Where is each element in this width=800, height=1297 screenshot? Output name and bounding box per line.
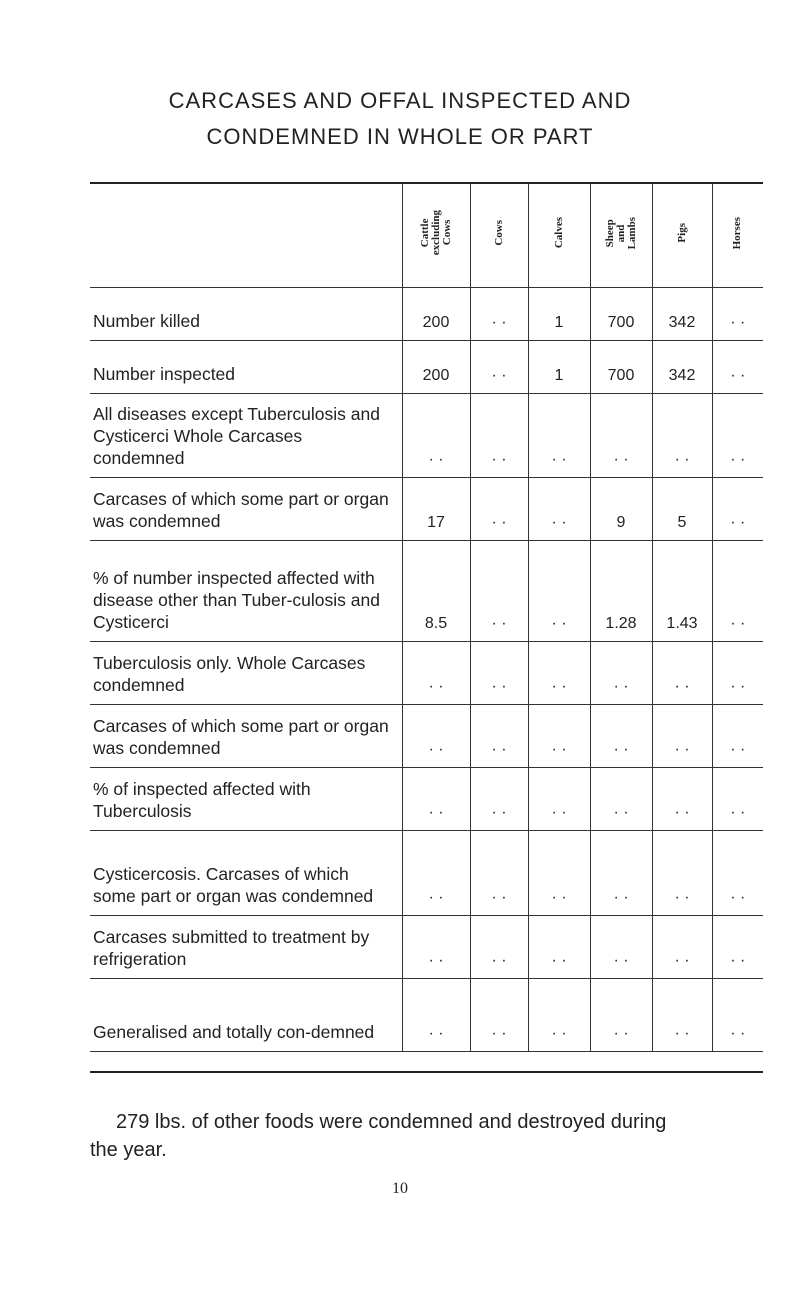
table-cell: 700 — [590, 288, 652, 341]
footer-note — [90, 1108, 776, 1164]
table-row — [90, 642, 763, 705]
row-label: % of number inspected affected with disease other than Tuber-culosis and Cysticerci — [90, 541, 402, 642]
table-cell: · · — [402, 394, 470, 478]
row-label: Carcases submitted to treatment by refrigeration — [90, 916, 402, 979]
table-row — [90, 341, 763, 394]
table-cell: · · — [528, 394, 590, 478]
table-cell: · · — [712, 979, 763, 1052]
table-cell: · · — [590, 394, 652, 478]
table-cell: · · — [712, 705, 763, 768]
row-label: Carcases of which some part or organ was condemned — [90, 705, 402, 768]
footer-line2: the year. — [90, 1139, 167, 1161]
table-cell: · · — [652, 642, 712, 705]
row-label: Number inspected — [90, 341, 402, 394]
row-label: Generalised and totally con-demned — [90, 979, 402, 1052]
header-blank — [90, 184, 402, 288]
table-cell: · · — [712, 768, 763, 831]
table-cell: 1.28 — [590, 541, 652, 642]
table-cell: · · — [590, 916, 652, 979]
table-row — [90, 541, 763, 642]
table-cell: · · — [470, 916, 528, 979]
column-header: Calves — [528, 184, 590, 288]
table-cell: · · — [402, 831, 470, 916]
column-header: Cattle excluding Cows — [402, 184, 470, 288]
table-cell: · · — [402, 705, 470, 768]
column-header: Sheep and Lambs — [590, 184, 652, 288]
table-cell: · · — [712, 916, 763, 979]
table-cell: 1 — [528, 288, 590, 341]
table-cell: · · — [528, 768, 590, 831]
table-cell: · · — [652, 979, 712, 1052]
table-cell: 1 — [528, 341, 590, 394]
table-row — [90, 831, 763, 916]
table-cell: · · — [470, 541, 528, 642]
table-row — [90, 705, 763, 768]
table-bottom-rule — [90, 1071, 763, 1073]
table-cell: · · — [712, 341, 763, 394]
page-number: 10 — [392, 1180, 408, 1197]
table-cell: · · — [528, 478, 590, 541]
table-cell: · · — [470, 341, 528, 394]
table-cell: · · — [470, 768, 528, 831]
table-row — [90, 916, 763, 979]
table-cell: · · — [470, 478, 528, 541]
table-cell: · · — [652, 394, 712, 478]
table-cell: · · — [590, 642, 652, 705]
table-cell: 200 — [402, 288, 470, 341]
column-header: Cows — [470, 184, 528, 288]
table-row — [90, 394, 763, 478]
table-header-row — [90, 184, 763, 288]
table-cell: 17 — [402, 478, 470, 541]
table-cell: · · — [712, 642, 763, 705]
table-cell: · · — [590, 768, 652, 831]
column-header: Pigs — [652, 184, 712, 288]
table-row — [90, 979, 763, 1052]
table-cell: · · — [652, 705, 712, 768]
table-cell: · · — [470, 979, 528, 1052]
table-cell: · · — [712, 831, 763, 916]
table-cell: · · — [470, 831, 528, 916]
table-cell: · · — [528, 541, 590, 642]
row-label: Tuberculosis only. Whole Carcases condemned — [90, 642, 402, 705]
table-cell: 342 — [652, 288, 712, 341]
table-cell: · · — [402, 642, 470, 705]
table-cell: · · — [712, 478, 763, 541]
row-label: Cysticercosis. Carcases of which some part or organ was condemned — [90, 831, 402, 916]
table-cell: · · — [590, 705, 652, 768]
table-cell: · · — [652, 916, 712, 979]
table-cell: 8.5 — [402, 541, 470, 642]
table-cell: · · — [470, 705, 528, 768]
table-cell: 200 — [402, 341, 470, 394]
inspection-table — [90, 184, 763, 1052]
table-cell: · · — [470, 642, 528, 705]
table-row — [90, 288, 763, 341]
table-cell: · · — [528, 705, 590, 768]
table-row — [90, 768, 763, 831]
table-row — [90, 478, 763, 541]
table-cell: 5 — [652, 478, 712, 541]
row-label: All diseases except Tuberculosis and Cysticerci Whole Carcases condemned — [90, 394, 402, 478]
table-cell: 1.43 — [652, 541, 712, 642]
table-cell: · · — [712, 288, 763, 341]
table-cell: 342 — [652, 341, 712, 394]
table-cell: · · — [528, 916, 590, 979]
table-cell: · · — [652, 768, 712, 831]
table-cell: · · — [712, 541, 763, 642]
table-cell: · · — [652, 831, 712, 916]
row-label: Carcases of which some part or organ was condemned — [90, 478, 402, 541]
table-cell: · · — [470, 394, 528, 478]
table-cell: · · — [590, 831, 652, 916]
table-cell: · · — [402, 916, 470, 979]
row-label: Number killed — [90, 288, 402, 341]
page-title-line1: CARCASES AND OFFAL INSPECTED AND — [168, 88, 632, 113]
row-label: % of inspected affected with Tuberculosis — [90, 768, 402, 831]
table-cell: 700 — [590, 341, 652, 394]
page-title-line2: CONDEMNED IN WHOLE OR PART — [206, 124, 594, 149]
table-cell: · · — [528, 831, 590, 916]
table-cell: 9 — [590, 478, 652, 541]
table-cell: · · — [402, 768, 470, 831]
table-cell: · · — [590, 979, 652, 1052]
table-cell: · · — [402, 979, 470, 1052]
table-cell: · · — [528, 642, 590, 705]
footer-line1: 279 lbs. of other foods were condemned and destroyed during — [116, 1111, 667, 1133]
table-cell: · · — [470, 288, 528, 341]
column-header: Horses — [712, 184, 763, 288]
table-cell: · · — [712, 394, 763, 478]
table-cell: · · — [528, 979, 590, 1052]
